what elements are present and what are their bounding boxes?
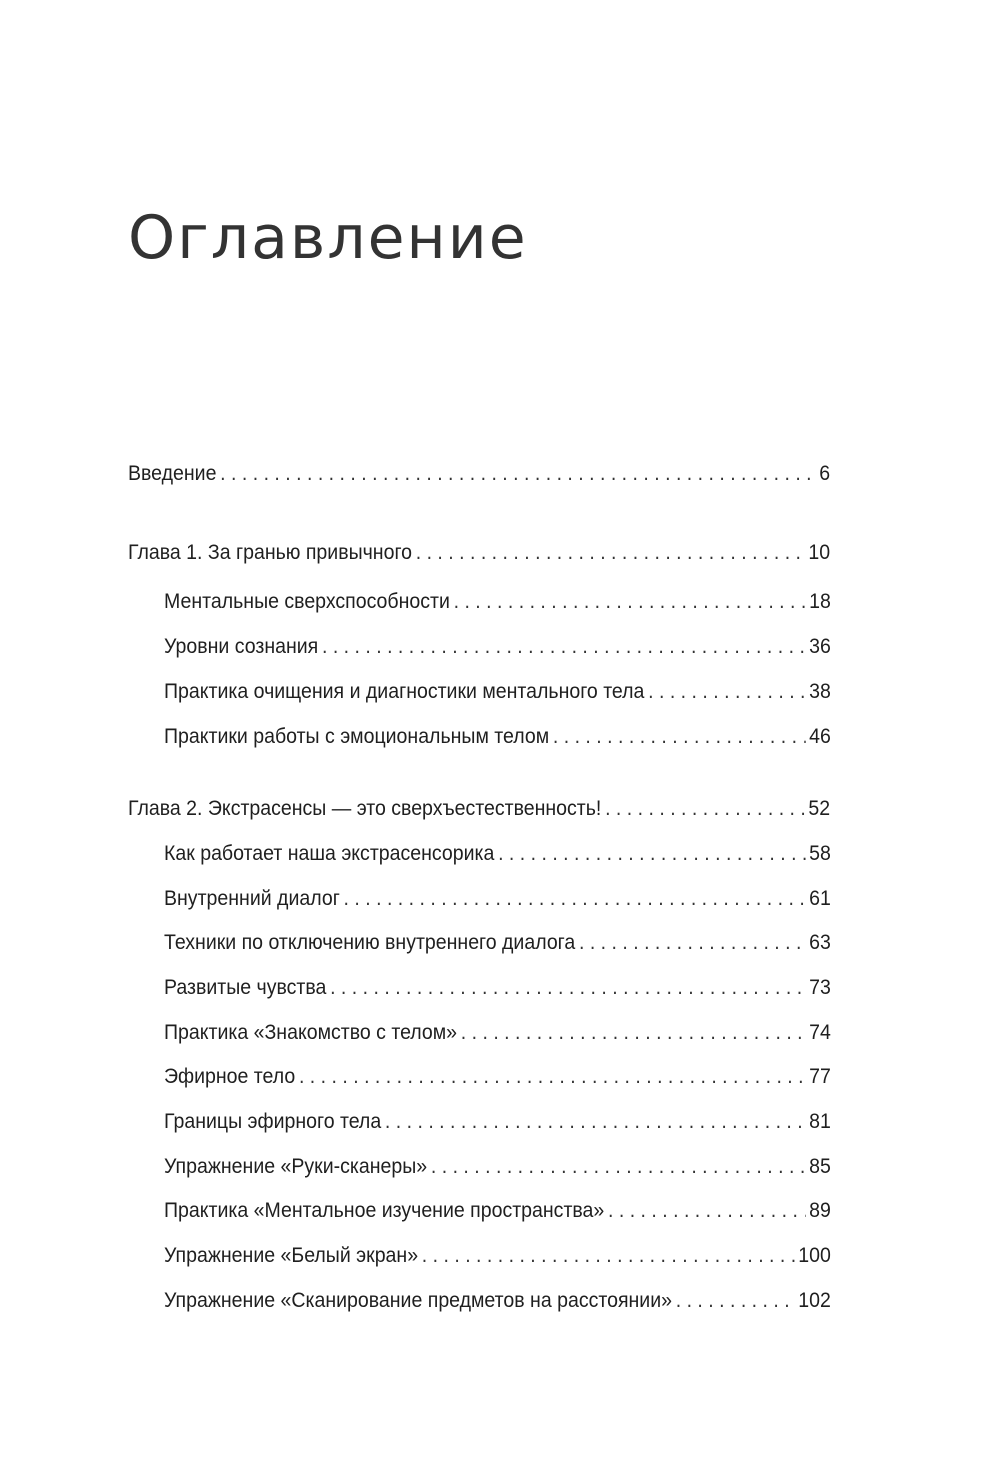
- toc-entry-page: 89: [809, 1199, 831, 1222]
- toc-entry-section[interactable]: [164, 1196, 831, 1226]
- toc-entry-section[interactable]: [164, 1152, 831, 1182]
- dot-leader: [344, 884, 806, 914]
- toc-entry-label: Глава 2. Экстрасенсы — это сверхъестественность!: [128, 797, 602, 820]
- toc-entry-section[interactable]: [164, 1062, 831, 1092]
- toc-entry-page: 18: [809, 590, 831, 613]
- toc-entry-label: Упражнение «Руки-сканеры»: [164, 1155, 428, 1178]
- toc-entry-section[interactable]: [164, 677, 831, 707]
- toc-entry-section[interactable]: [164, 928, 831, 958]
- toc-entry-chapter-2[interactable]: [128, 794, 830, 824]
- toc-entry-chapter-1[interactable]: [128, 538, 830, 568]
- toc-entry-page: 6: [819, 462, 831, 485]
- toc-entry-section[interactable]: [164, 587, 831, 617]
- toc-entry-page: 73: [809, 976, 831, 999]
- toc-entry-label: Внутренний диалог: [164, 887, 340, 910]
- toc-entry-label: Введение: [128, 462, 217, 485]
- toc-entry-label: Практика очищения и диагностики ментального тела: [164, 680, 645, 703]
- toc-entry-page: 61: [809, 887, 831, 910]
- dot-leader: [299, 1062, 805, 1092]
- toc-entry-label: Эфирное тело: [164, 1065, 296, 1088]
- dot-leader: [220, 459, 815, 489]
- dot-leader: [608, 1196, 805, 1226]
- toc-entry-section[interactable]: [164, 973, 831, 1003]
- toc-entry-section[interactable]: [164, 1018, 831, 1048]
- toc-entry-section[interactable]: [164, 1107, 831, 1137]
- dot-leader: [431, 1152, 805, 1182]
- toc-entry-label: Глава 1. За гранью привычного: [128, 541, 412, 564]
- toc-entry-label: Развитые чувства: [164, 976, 327, 999]
- toc-entry-page: 63: [809, 931, 831, 954]
- dot-leader: [605, 794, 805, 824]
- toc-entry-page: 81: [809, 1110, 831, 1133]
- toc-entry-label: Упражнение «Сканирование предметов на расстоянии»: [164, 1289, 672, 1312]
- toc-entry-section[interactable]: [164, 722, 831, 752]
- dot-leader: [498, 839, 805, 869]
- dot-leader: [454, 587, 806, 617]
- dot-leader: [416, 538, 805, 568]
- toc-entry-section[interactable]: [164, 839, 831, 869]
- dot-leader: [648, 677, 805, 707]
- toc-entry-label: Как работает наша экстрасенсорика: [164, 842, 495, 865]
- toc-entry-page: 52: [808, 797, 831, 820]
- toc-entry-label: Техники по отключению внутреннего диалога: [164, 931, 576, 954]
- toc-entry-page: 85: [809, 1155, 831, 1178]
- toc-entry-label: Упражнение «Белый экран»: [164, 1244, 419, 1267]
- toc-entry-page: 58: [809, 842, 831, 865]
- toc-entry-label: Границы эфирного тела: [164, 1110, 382, 1133]
- dot-leader: [579, 928, 805, 958]
- toc-entry-page: 36: [809, 635, 831, 658]
- toc-entry-section[interactable]: [164, 632, 831, 662]
- dot-leader: [553, 722, 805, 752]
- dot-leader: [422, 1241, 795, 1271]
- toc-entry-page: 10: [808, 541, 831, 564]
- toc-entry-page: 100: [798, 1244, 831, 1267]
- dot-leader: [461, 1018, 806, 1048]
- dot-leader: [322, 632, 805, 662]
- dot-leader: [385, 1107, 805, 1137]
- toc-entry-page: 102: [798, 1289, 831, 1312]
- toc-entry-label: Ментальные сверхспособности: [164, 590, 450, 613]
- dot-leader: [330, 973, 805, 1003]
- dot-leader: [676, 1286, 795, 1316]
- toc-entry-section[interactable]: [164, 1286, 831, 1316]
- toc-entry-label: Практика «Ментальное изучение пространства»: [164, 1199, 605, 1222]
- toc-entry-label: Практики работы с эмоциональным телом: [164, 725, 550, 748]
- page-title: Оглавление: [128, 203, 528, 273]
- toc-entry-page: 46: [809, 725, 831, 748]
- toc-entry-label: Уровни сознания: [164, 635, 319, 658]
- toc-entry-page: 38: [809, 680, 831, 703]
- toc-entry-introduction[interactable]: [128, 459, 830, 489]
- toc-entry-page: 77: [809, 1065, 831, 1088]
- toc-entry-section[interactable]: [164, 884, 831, 914]
- toc-entry-page: 74: [809, 1021, 831, 1044]
- toc-entry-section[interactable]: [164, 1241, 831, 1271]
- toc-entry-label: Практика «Знакомство с телом»: [164, 1021, 458, 1044]
